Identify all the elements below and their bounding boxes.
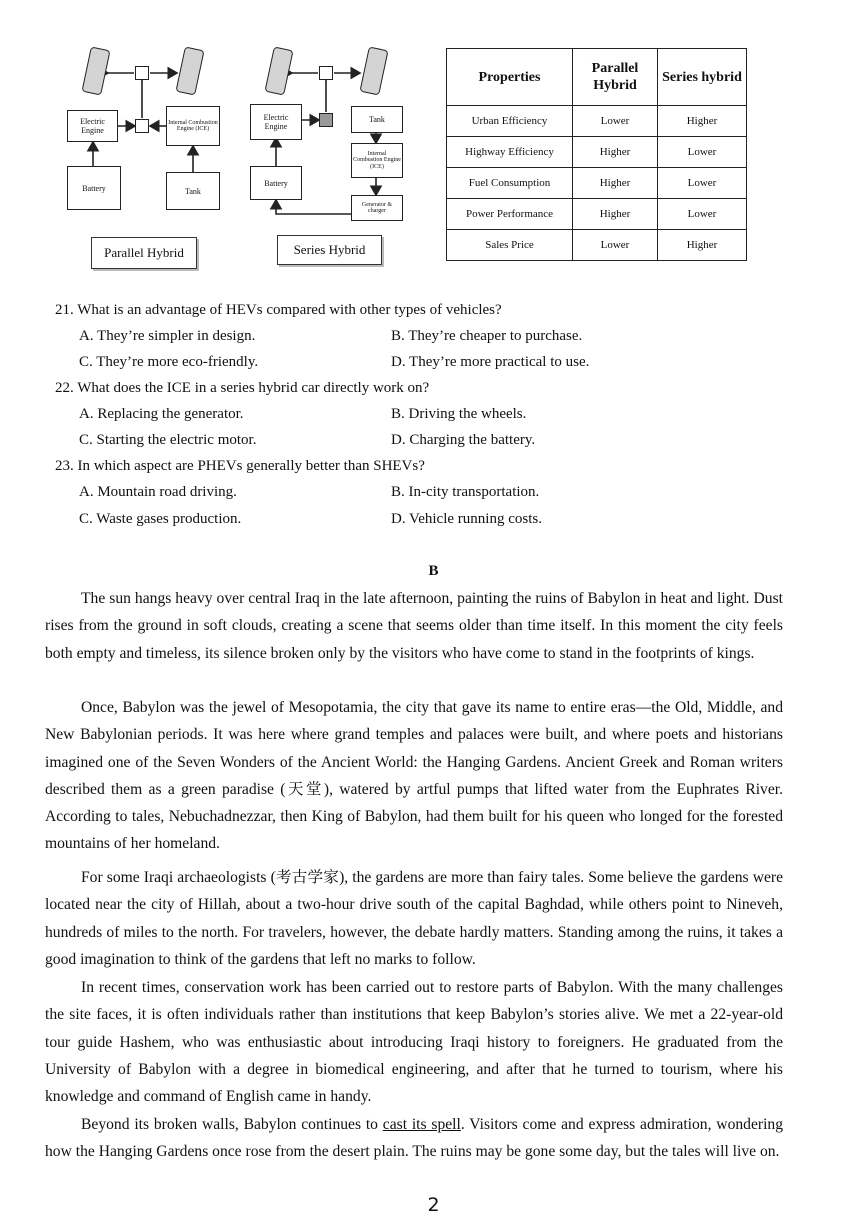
option-a: A. Replacing the generator.	[79, 406, 244, 422]
table-header-row	[447, 49, 747, 106]
paragraph-1: The sun hangs heavy over central Iraq in the late afternoon, painting the ruins of Babylon in heat and light. Dust rises from the ground in soft clouds, creating a scene that seems older than time itself. In this moment the city feels both empty and timeless, its silence broken only by the visitors who have come to stand in the footprints of kings.	[45, 590, 783, 662]
paragraph-5-end: . Visitors come and express admiration, wondering how the Hanging Gardens once rose from the desert plain. The ruins may be gone some day, but the tales will live on.	[45, 1116, 783, 1161]
table-cell: Lower	[658, 168, 747, 199]
electric-engine-box: Electric Engine	[250, 104, 302, 140]
table-cell: Lower	[658, 199, 747, 230]
table-cell: Higher	[573, 199, 658, 230]
underlined-phrase: cast its spell	[382, 1116, 461, 1133]
option-a: A. Mountain road driving.	[79, 484, 237, 500]
option-c: C. They’re more eco-friendly.	[79, 354, 259, 370]
table-header: Parallel Hybrid	[573, 49, 658, 106]
table-row	[447, 199, 747, 230]
table-cell: Urban Efficiency	[447, 106, 573, 137]
ice-box: Internal Combustion Engine (ICE)	[166, 106, 220, 146]
table-cell: Sales Price	[447, 230, 573, 261]
table-cell: Higher	[658, 230, 747, 261]
page-number: 2	[427, 1194, 440, 1216]
battery-box: Battery	[250, 166, 302, 200]
generator-box: Generator & charger	[351, 195, 403, 221]
table-cell: Lower	[573, 106, 658, 137]
table-cell: Lower	[573, 230, 658, 261]
option-b: B. In-city transportation.	[391, 484, 540, 500]
option-c: C. Waste gases production.	[79, 511, 242, 527]
electric-engine-box: Electric Engine	[67, 110, 118, 142]
table-cell: Lower	[658, 137, 747, 168]
option-d: D. Charging the battery.	[391, 432, 536, 448]
table-cell: Higher	[573, 168, 658, 199]
tank-box: Tank	[351, 106, 403, 133]
paragraph-4: In recent times, conservation work has been carried out to restore parts of Babylon. With the many challenges the site faces, it is often individuals rather than institutions that keep Babylon’s stories alive. We met a 22-year-old tour guide Hashem, who was enthusiastic about introducing Iraqi history to foreigners. He graduated from the University of Babylon with a degree in biomedical engineering, and after that he turned to tourism, where his knowledge and command of English came in handy.	[45, 979, 783, 1106]
question-stem: 21. What is an advantage of HEVs compared with other types of vehicles?	[55, 302, 502, 318]
paragraph-5	[45, 1111, 783, 1166]
paragraph-2: Once, Babylon was the jewel of Mesopotamia, the city that gave its name to entire eras—the Old, Middle, and New Babylonian periods. It was here where grand temples and palaces were built, and where poets and historians imagined one of the Seven Wonders of the Ancient World: the Hanging Gardens. Ancient Greek and Roman writers described them as a green paradise (天堂), watered by artful pumps that lifted water from the Euphrates River. According to tales, Nebuchadnezzar, then King of Babylon, had them built for his queen who longed for the forested mountains of her homeland.	[45, 699, 783, 853]
option-b: B. They’re cheaper to purchase.	[391, 328, 583, 344]
option-b: B. Driving the wheels.	[391, 406, 527, 422]
table-cell: Higher	[573, 137, 658, 168]
table-cell: Highway Efficiency	[447, 137, 573, 168]
question-stem: 23. In which aspect are PHEVs generally better than SHEVs?	[55, 458, 425, 474]
motor-node	[319, 113, 333, 127]
section-heading: B	[428, 563, 439, 579]
table-cell: Power Performance	[447, 199, 573, 230]
question-stem: 22. What does the ICE in a series hybrid car directly work on?	[55, 380, 430, 396]
table-row	[447, 106, 747, 137]
table-cell: Fuel Consumption	[447, 168, 573, 199]
tank-box: Tank	[166, 172, 220, 210]
option-c: C. Starting the electric motor.	[79, 432, 257, 448]
table-row	[447, 168, 747, 199]
option-a: A. They’re simpler in design.	[79, 328, 256, 344]
paragraph-5-start: Beyond its broken walls, Babylon continues to	[81, 1116, 383, 1133]
paragraph-3: For some Iraqi archaeologists (考古学家), the gardens are more than fairy tales. Some believe the gardens were located near the city of Hillah, about a two-hour drive south of the capital Baghdad, while others point to Nineveh, hundreds of miles to the north. For travelers, however, the debate hardly matters. Standing among the ruins, it takes a good imagination to think of the gardens that left no marks to follow.	[45, 869, 783, 968]
ice-box: Internal Combustion Engine (ICE)	[351, 143, 403, 178]
table-row	[447, 230, 747, 261]
table-header: Series hybrid	[658, 49, 747, 106]
battery-box: Battery	[67, 166, 121, 210]
table-row	[447, 137, 747, 168]
power-split-node	[135, 119, 149, 133]
table-cell: Higher	[658, 106, 747, 137]
parallel-hybrid-caption: Parallel Hybrid	[91, 237, 197, 269]
properties-table	[446, 48, 747, 261]
option-d: D. They’re more practical to use.	[391, 354, 590, 370]
table-header: Properties	[447, 49, 573, 106]
transmission-node	[135, 66, 149, 80]
series-hybrid-caption: Series Hybrid	[277, 235, 382, 265]
transmission-node	[319, 66, 333, 80]
option-d: D. Vehicle running costs.	[391, 511, 542, 527]
